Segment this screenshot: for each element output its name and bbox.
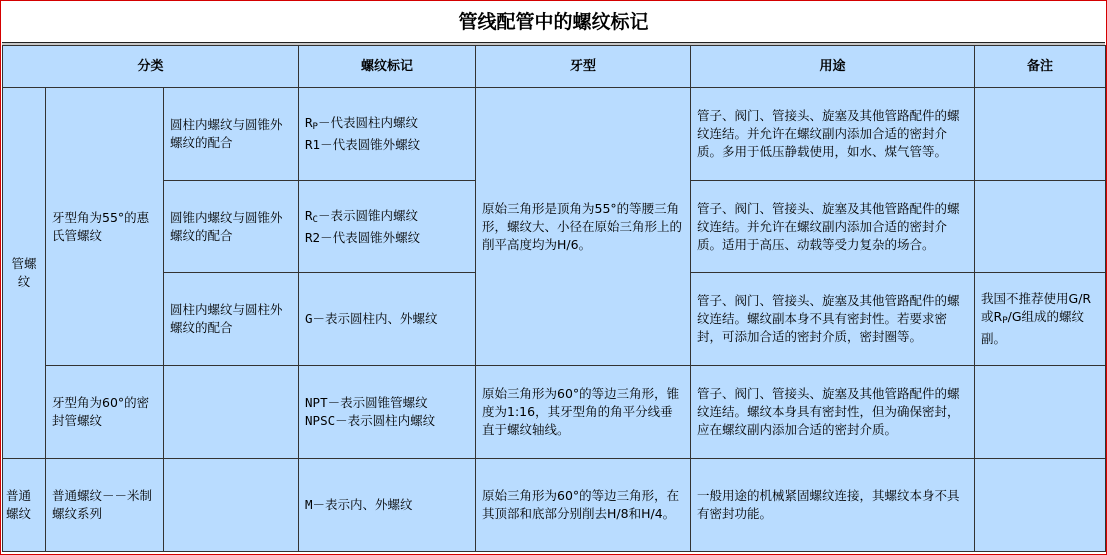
marking-line bbox=[305, 207, 469, 229]
header-remarks: 备注 bbox=[975, 46, 1106, 88]
header-usage: 用途 bbox=[691, 46, 975, 88]
profile-cell: 原始三角形为60°的等边三角形，在其顶部和底部分别削去H/8和H/4。 bbox=[476, 459, 691, 552]
marking-cell: M－表示内、外螺纹 bbox=[299, 459, 476, 552]
profile-55-cell: 原始三角形是顶角为55°的等腰三角形，螺纹大、小径在原始三角形上的削平高度均为H/6。 bbox=[476, 88, 691, 366]
fit-cell: 圆柱内螺纹与圆锥外螺纹的配合 bbox=[164, 88, 299, 181]
remarks-cell bbox=[975, 459, 1106, 552]
table-row bbox=[3, 459, 1106, 552]
sealed-60-label: 牙型角为60°的密封管螺纹 bbox=[46, 366, 164, 459]
header-marking: 螺纹标记 bbox=[299, 46, 476, 88]
usage-cell: 管子、阀门、管接头、旋塞及其他管路配件的螺纹连结。并允许在螺纹副内添加合适的密封介质。多用于低压静载使用，如水、煤气管等。 bbox=[691, 88, 975, 181]
marking-line: R1－代表圆锥外螺纹 bbox=[305, 137, 421, 152]
marking-line: NPSC－表示圆柱内螺纹 bbox=[305, 413, 436, 428]
header-category: 分类 bbox=[3, 46, 299, 88]
header-row bbox=[3, 46, 1106, 88]
marking-line: NPT－表示圆锥管螺纹 bbox=[305, 395, 428, 410]
remarks-subscript: P bbox=[1002, 316, 1008, 326]
table-row bbox=[3, 88, 1106, 181]
remarks-prefix: 我国不推荐使用G/R或R bbox=[981, 291, 1092, 324]
marking-rest: －代表圆柱内螺纹 bbox=[317, 115, 418, 130]
table-row bbox=[3, 366, 1106, 459]
table-title: 管线配管中的螺纹标记 bbox=[2, 2, 1105, 43]
thread-marking-table bbox=[2, 45, 1106, 552]
header-profile: 牙型 bbox=[476, 46, 691, 88]
remarks-cell bbox=[975, 181, 1106, 273]
group-common-thread: 普通螺纹 bbox=[3, 459, 46, 552]
marking-cell bbox=[299, 88, 476, 181]
marking-cell: G－表示圆柱内、外螺纹 bbox=[299, 273, 476, 366]
marking-prefix: R bbox=[305, 115, 313, 130]
usage-cell: 管子、阀门、管接头、旋塞及其他管路配件的螺纹连结。螺纹本身具有密封性，但为确保密封，应在螺纹副内添加合适的密封介质。 bbox=[691, 366, 975, 459]
remarks-cell bbox=[975, 88, 1106, 181]
fit-cell bbox=[164, 459, 299, 552]
group-pipe-thread: 管螺纹 bbox=[3, 88, 46, 459]
marking-rest: －表示圆锥内螺纹 bbox=[317, 207, 418, 223]
fit-cell bbox=[164, 366, 299, 459]
common-thread-label: 普通螺纹－－米制螺纹系列 bbox=[46, 459, 164, 552]
marking-line: R2－代表圆锥外螺纹 bbox=[305, 229, 421, 245]
profile-cell: 原始三角形为60°的等边三角形，锥度为1:16，其牙型角的角平分线垂直于螺纹轴线。 bbox=[476, 366, 691, 459]
usage-cell: 管子、阀门、管接头、旋塞及其他管路配件的螺纹连结。并允许在螺纹副内添加合适的密封介质。适用于高压、动载等受力复杂的场合。 bbox=[691, 181, 975, 273]
usage-cell: 一般用途的机械紧固螺纹连接，其螺纹本身不具有密封功能。 bbox=[691, 459, 975, 552]
marking-subscript: C bbox=[312, 214, 318, 225]
whitworth-label: 牙型角为55°的惠氏管螺纹 bbox=[46, 88, 164, 366]
marking-subscript: P bbox=[312, 122, 318, 132]
remarks-cell bbox=[975, 273, 1106, 366]
marking-prefix: R bbox=[305, 207, 313, 223]
marking-line bbox=[305, 114, 469, 136]
remarks-cell bbox=[975, 366, 1106, 459]
marking-cell bbox=[299, 181, 476, 273]
fit-cell: 圆柱内螺纹与圆柱外螺纹的配合 bbox=[164, 273, 299, 366]
fit-cell: 圆锥内螺纹与圆锥外螺纹的配合 bbox=[164, 181, 299, 273]
marking-cell bbox=[299, 366, 476, 459]
usage-cell: 管子、阀门、管接头、旋塞及其他管路配件的螺纹连结。螺纹副本身不具有密封性。若要求密封，可添加合适的密封介质，密封圈等。 bbox=[691, 273, 975, 366]
remarks-rest: /G组成的螺纹副。 bbox=[981, 309, 1085, 346]
